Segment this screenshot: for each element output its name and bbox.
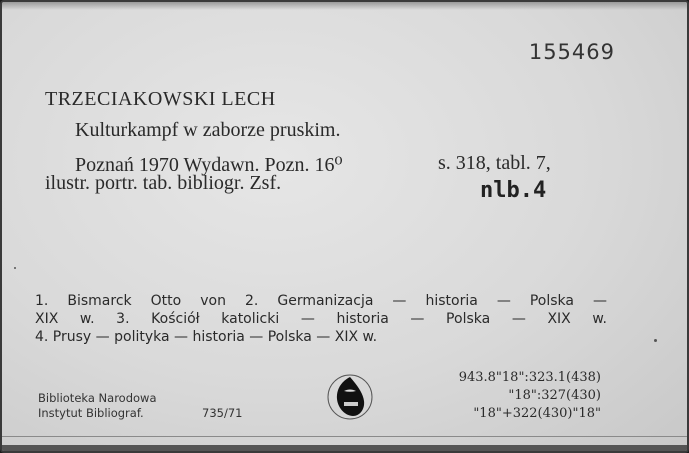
library-name-line-2: Instytut Bibliograf. xyxy=(38,406,144,420)
subject-line: XIX w. 3. Kościół katolicki — historia — Polska — XIX w. xyxy=(35,311,607,327)
ukd-line: "18"+322(430)"18" xyxy=(473,406,601,421)
shelfmark-stamp: nlb.4 xyxy=(480,178,547,203)
ukd-line: 943.8"18":323.1(438) xyxy=(458,370,601,385)
ukd-classification xyxy=(459,369,601,423)
book-title: Kulturkampf w zaborze pruskim. xyxy=(75,119,341,141)
card-bottom-rule xyxy=(2,436,687,437)
subject-headings xyxy=(35,292,615,346)
imprint-pages-plates: s. 318, tabl. 7, xyxy=(438,152,551,174)
card-top-edge xyxy=(2,2,687,10)
library-card-code: 735/71 xyxy=(202,406,243,420)
imprint-line-2: ilustr. portr. tab. bibliogr. Zsf. xyxy=(45,172,282,194)
dust-speck xyxy=(14,267,16,269)
card-bottom-edge xyxy=(2,445,687,451)
catalog-number: 155469 xyxy=(528,40,615,64)
ukd-line: "18":327(430) xyxy=(508,388,601,403)
subject-line: 1. Bismarck Otto von 2. Germanizacja — historia — Polska — xyxy=(35,293,607,309)
library-imprint xyxy=(38,391,243,421)
biblioteka-narodowa-emblem-icon xyxy=(322,369,378,425)
library-name-line-1: Biblioteka Narodowa xyxy=(38,391,157,405)
imprint-place-publisher: Poznań 1970 Wydawn. Pozn. 16⁰ xyxy=(75,154,343,176)
dust-speck xyxy=(654,339,657,342)
author-heading: TRZECIAKOWSKI LECH xyxy=(45,88,276,110)
subject-line: 4. Prusy — polityka — historia — Polska — XIX w. xyxy=(35,329,378,345)
